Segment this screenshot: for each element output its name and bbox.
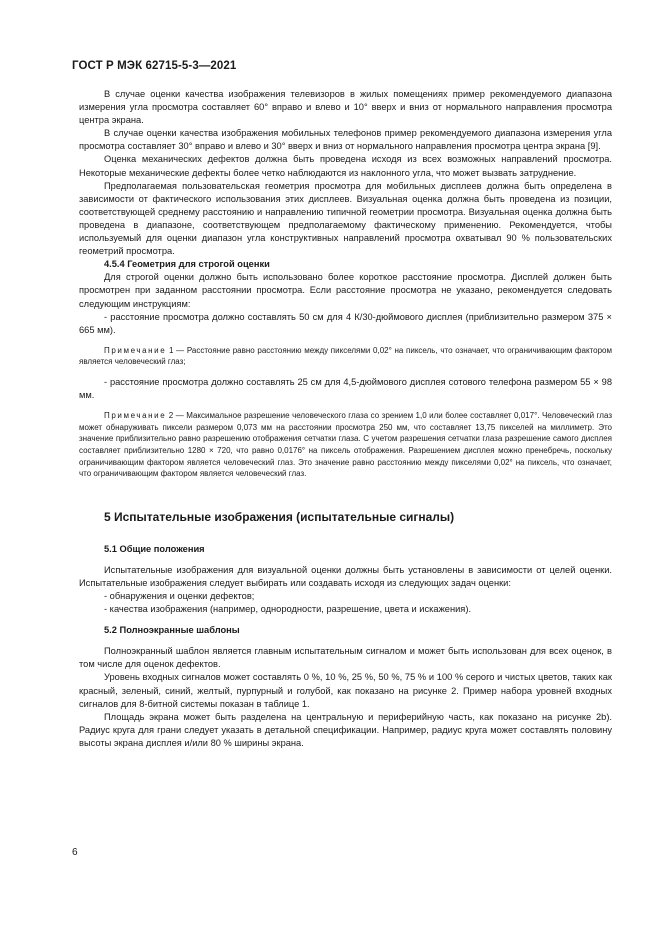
- heading-5-2: 5.2 Полноэкранные шаблоны: [104, 625, 240, 636]
- page-number: 6: [72, 847, 78, 858]
- note-2-text: 2 — Максимальное разрешение человеческого глаза со зрением 1,0 или более составляет 0,017°. Человеческий глаз может обнаруживать пиксели размером 0,073 мм на расстоянии просмотра 250 мм, что составляет 13,75 пикселей на миллиметр. Это значение приблизительно равно разрешению отображения сетчатки глаза. С учетом разрешения сетчатки глаза разрешение самого дисплея составляет приблизительно 1280 × 720, что равно 0,0176° на пиксель отображения. Разрешением дисплея можно пренебречь, поскольку ограничивающим фактором является человеческий глаз. Это значение равно расстоянию между пикселями 0,02° на пиксель, что означает, что ограничивающим фактором является человеческий глаз.: [79, 411, 612, 479]
- list-item-defects: - обнаружения и оценки дефектов;: [104, 591, 255, 601]
- note-1-label: Примечание: [104, 345, 167, 355]
- note-1: [79, 345, 612, 368]
- paragraph-tv-viewing-angle: В случае оценки качества изображения телевизоров в жилых помещениях пример рекомендуемого диапазона измерения угла просмотра составляет 60° вправо и влево и 10° вверх и вниз от нормального направления просмотра центра экрана.: [79, 89, 612, 126]
- document-code-header: ГОСТ Р МЭК 62715-5-3—2021: [72, 60, 237, 72]
- heading-5-1: 5.1 Общие положения: [104, 543, 205, 554]
- heading-4-5-4: 4.5.4 Геометрия для строгой оценки: [104, 259, 270, 270]
- note-2-label: Примечание: [104, 411, 167, 421]
- page-body: [79, 88, 612, 750]
- note-2: [79, 410, 612, 480]
- bullet-viewing-distance-50cm: - расстояние просмотра должно составлять 50 см для 4 К/30-дюймового дисплея (приблизительно размером 375 × 665 мм).: [79, 311, 612, 335]
- paragraph-mechanical-defects: Оценка механических дефектов должна быть проведена исходя из всех возможных направлений просмотра. Некоторые механические дефекты более четко наблюдаются из наклонного угла, что может вызвать затруднение.: [79, 154, 612, 178]
- paragraph-mobile-viewing-angle: В случае оценки качества изображения мобильных телефонов пример рекомендуемого диапазона измерения угла просмотра составляет 30° вправо и влево и 30° вверх и вниз от нормального направления просмотра центра экрана [9].: [79, 128, 612, 152]
- note-1-text: 1 — Расстояние равно расстоянию между пикселями 0,02° на пиксель, что означает, что ограничивающим фактором является человеческий глаз;: [79, 345, 612, 367]
- paragraph-5-2-signal-levels: Уровень входных сигналов может составлять 0 %, 10 %, 25 %, 50 %, 75 % и 100 % серого и чистых цветов, таких как красный, зеленый, синий, желтый, пурпурный и голубой, как показано на рисунке 2. Пример набора уровней входных сигналов для 8-битной системы показан в таблице 1.: [79, 672, 612, 709]
- paragraph-user-geometry: Предполагаемая пользовательская геометрия просмотра для мобильных дисплеев должна быть определена в зависимости от фактического использования этих дисплеев. Визуальная оценка должна быть проведена из позиции, соответствующей среднему расстоянию и направлению типичной геометрии просмотра. Визуальная оценка должна быть проведена в диапазоне, соответствующем предполагаемому фактическому применению. Рекомендуется, чтобы используемый для оценки диапазон угла конструктивных направлений просмотра охватывал 90 % пользовательских геометрий просмотра.: [79, 180, 612, 257]
- heading-section-5: 5 Испытательные изображения (испытательные сигналы): [104, 509, 455, 524]
- paragraph-5-1-intro: Испытательные изображения для визуальной оценки должны быть установлены в зависимости от целей оценки. Испытательные изображения следует выбирать или создавать исходя из следующих задач оценки:: [79, 564, 612, 588]
- paragraph-5-2-screen-area: Площадь экрана может быть разделена на центральную и периферийную часть, как показано на рисунке 2b). Радиус круга для грани следует указать в детальной спецификации. Например, радиус круга может составлять половину высоты экрана дисплея и/или 80 % ширины экрана.: [79, 711, 612, 748]
- paragraph-strict-evaluation: Для строгой оценки должно быть использовано более короткое расстояние просмотра. Дисплей должен быть просмотрен при заданном расстоянии просмотра. Если расстояние просмотра не указано, рекомендуется следовать следующим инструкциям:: [79, 272, 612, 309]
- list-item-image-quality: - качества изображения (например, однородности, разрешение, цвета и искажения).: [104, 604, 472, 615]
- bullet-viewing-distance-25cm: - расстояние просмотра должно составлять 25 см для 4,5-дюймового дисплея сотового телефона размером 55 × 98 мм.: [79, 376, 612, 401]
- paragraph-5-2-fullscreen: Полноэкранный шаблон является главным испытательным сигналом и может быть использован для всех оценок, в том числе для оценок дефектов.: [79, 646, 612, 670]
